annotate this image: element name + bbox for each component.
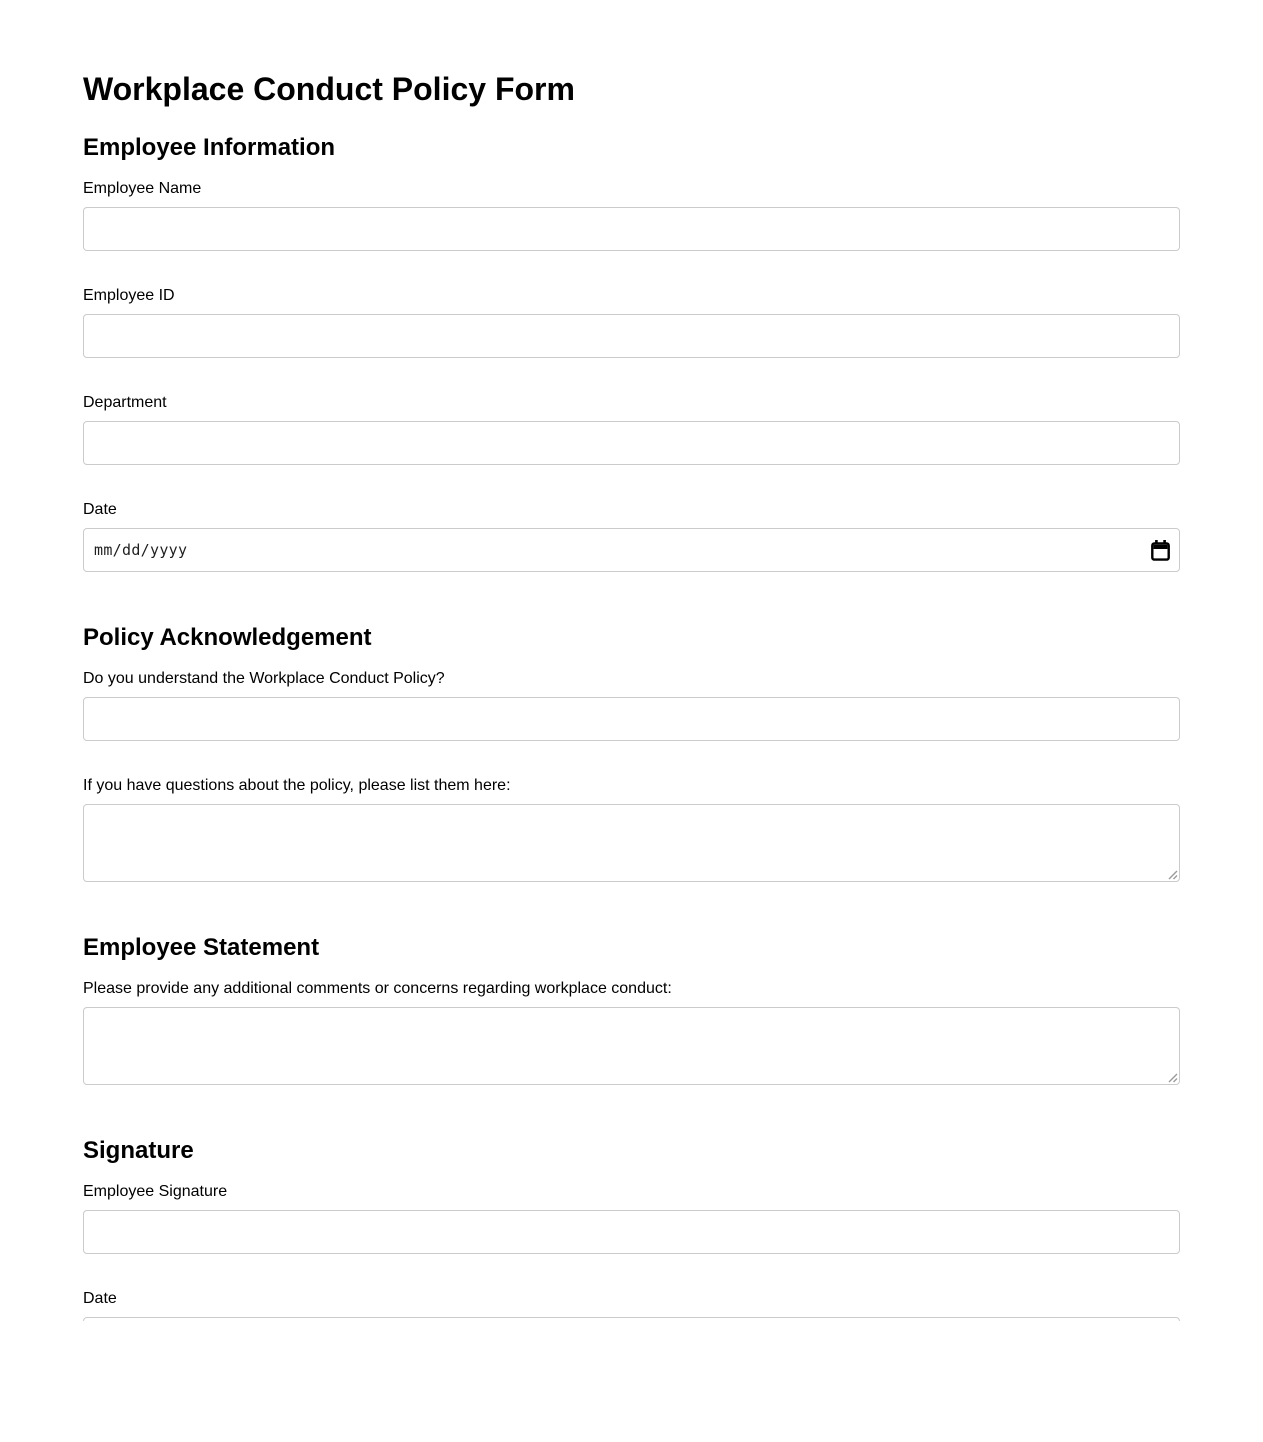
signature-date-input-clipped [83,1317,1180,1321]
employee-id-input[interactable] [83,314,1180,358]
employee-id-field [83,286,1180,358]
section-heading-policy-acknowledgement: Policy Acknowledgement [83,624,372,651]
signature-date-field [83,1289,1180,1321]
additional-comments-textarea-wrap [83,1007,1180,1085]
employee-name-field [83,179,1180,251]
policy-questions-textarea-wrap [83,804,1180,882]
policy-questions-field [83,776,1180,882]
form-page [83,0,1180,1321]
date-input[interactable] [83,528,1180,572]
section-heading-signature: Signature [83,1137,194,1164]
understand-policy-field [83,669,1180,741]
department-label: Department [83,394,167,411]
policy-questions-textarea[interactable] [83,804,1180,882]
page-title: Workplace Conduct Policy Form [83,71,575,107]
understand-policy-input[interactable] [83,697,1180,741]
additional-comments-textarea[interactable] [83,1007,1180,1085]
employee-signature-label: Employee Signature [83,1183,228,1200]
signature-date-input[interactable] [83,1317,1180,1321]
policy-questions-label: If you have questions about the policy, please list them here: [83,777,511,794]
signature-date-label: Date [83,1290,117,1307]
resize-grip-icon[interactable] [1166,1071,1178,1083]
date-placeholder: mm/dd/yyyy [94,541,188,559]
employee-id-label: Employee ID [83,287,175,304]
employee-name-input[interactable] [83,207,1180,251]
additional-comments-field [83,979,1180,1085]
additional-comments-label: Please provide any additional comments or concerns regarding workplace conduct: [83,980,672,997]
resize-grip-icon[interactable] [1166,868,1178,880]
employee-signature-input[interactable] [83,1210,1180,1254]
department-input[interactable] [83,421,1180,465]
understand-policy-label: Do you understand the Workplace Conduct Policy? [83,670,445,687]
date-field [83,500,1180,572]
section-heading-employee-statement: Employee Statement [83,934,320,961]
section-heading-employee-information: Employee Information [83,134,336,161]
date-label: Date [83,501,117,518]
calendar-icon[interactable] [1151,540,1170,561]
employee-signature-field [83,1182,1180,1254]
employee-name-label: Employee Name [83,180,202,197]
department-field [83,393,1180,465]
